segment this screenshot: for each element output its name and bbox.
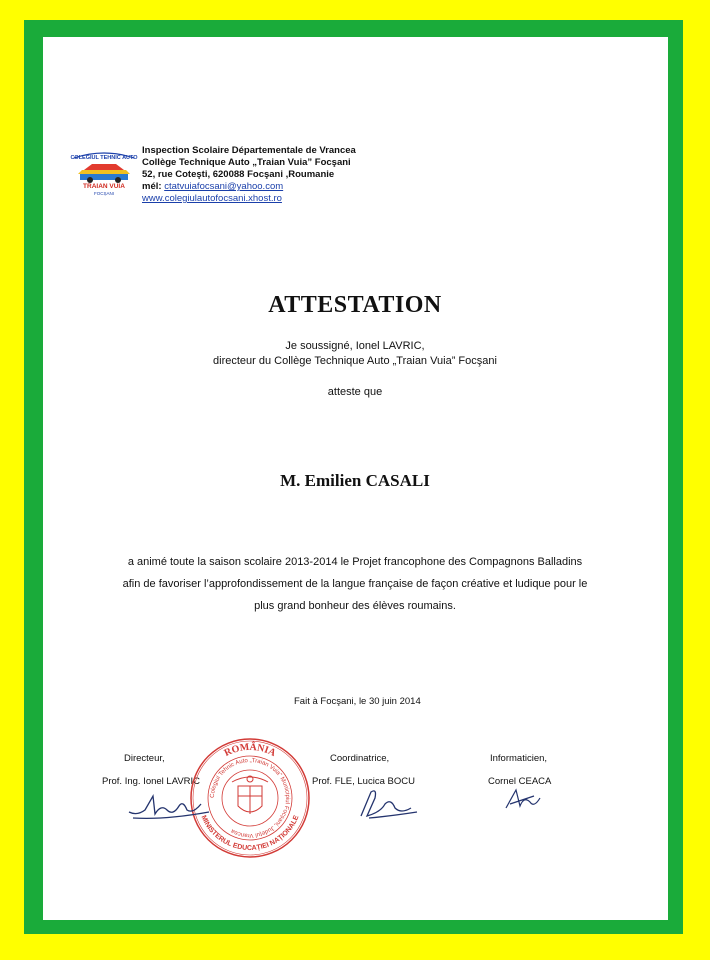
coat-of-arms-icon <box>232 776 268 814</box>
director-signature <box>125 790 215 826</box>
stamp-inner-text: Colegiul Tehnic Auto „Traian Vuia” Municipiul Focșani, Județul Vrancea <box>209 757 291 839</box>
coordinator-role: Coordinatrice, <box>330 753 390 764</box>
school-logo <box>70 148 138 196</box>
logo-middle-text: TRAIAN VUIA <box>83 183 125 190</box>
letterhead <box>142 145 356 205</box>
body-line-1: a animé toute la saison scolaire 2013-2014 le Projet francophone des Compagnons Balladins <box>127 556 583 568</box>
it-role: Informaticien, <box>490 753 548 764</box>
document-title: ATTESTATION <box>268 292 442 318</box>
intro-line-2: directeur du Collège Technique Auto „Traian Vuia” Focşani <box>213 355 497 367</box>
letterhead-line-school: Collège Technique Auto „Traian Vuia” Focşani <box>142 157 351 168</box>
it-name: Cornel CEACA <box>488 776 552 787</box>
logo-top-text: COLEGIUL TEHNIC AUTO <box>70 155 138 161</box>
attests-line: atteste que <box>327 386 383 398</box>
body-line-2: afin de favoriser l’approfondissement de la langue française de façon créative et ludique pour le <box>122 578 588 590</box>
director-name: Prof. Ing. Ionel LAVRIC <box>102 776 201 787</box>
letterhead-line-inspection: Inspection Scolaire Départementale de Vrancea <box>142 145 356 156</box>
body-line-3: plus grand bonheur des élèves roumains. <box>254 600 456 612</box>
intro-line-1: Je soussigné, Ionel LAVRIC, <box>285 340 425 352</box>
stamp-bottom-text: MINISTERUL EDUCAȚIEI NAȚIONALE <box>199 814 301 853</box>
stamp-top-text: ROMÂNIA <box>222 741 278 759</box>
coordinator-signature <box>355 786 425 822</box>
email-link[interactable]: ctatvuiafocsani@yahoo.com <box>164 181 284 192</box>
it-signature <box>500 784 550 814</box>
logo-bottom-text: FOCȘANI <box>93 191 115 196</box>
email-label: mél: <box>142 181 162 192</box>
director-role: Directeur, <box>124 753 165 764</box>
letterhead-line-address: 52, rue Coteşti, 620088 Focşani ,Roumanie <box>142 169 335 180</box>
website-link[interactable]: www.colegiulautofocsani.xhost.ro <box>142 193 282 204</box>
recipient-name: M. Emilien CASALI <box>280 471 430 490</box>
place-date: Fait à Focşani, le 30 juin 2014 <box>294 696 421 707</box>
coordinator-name: Prof. FLE, Lucica BOCU <box>312 776 415 787</box>
